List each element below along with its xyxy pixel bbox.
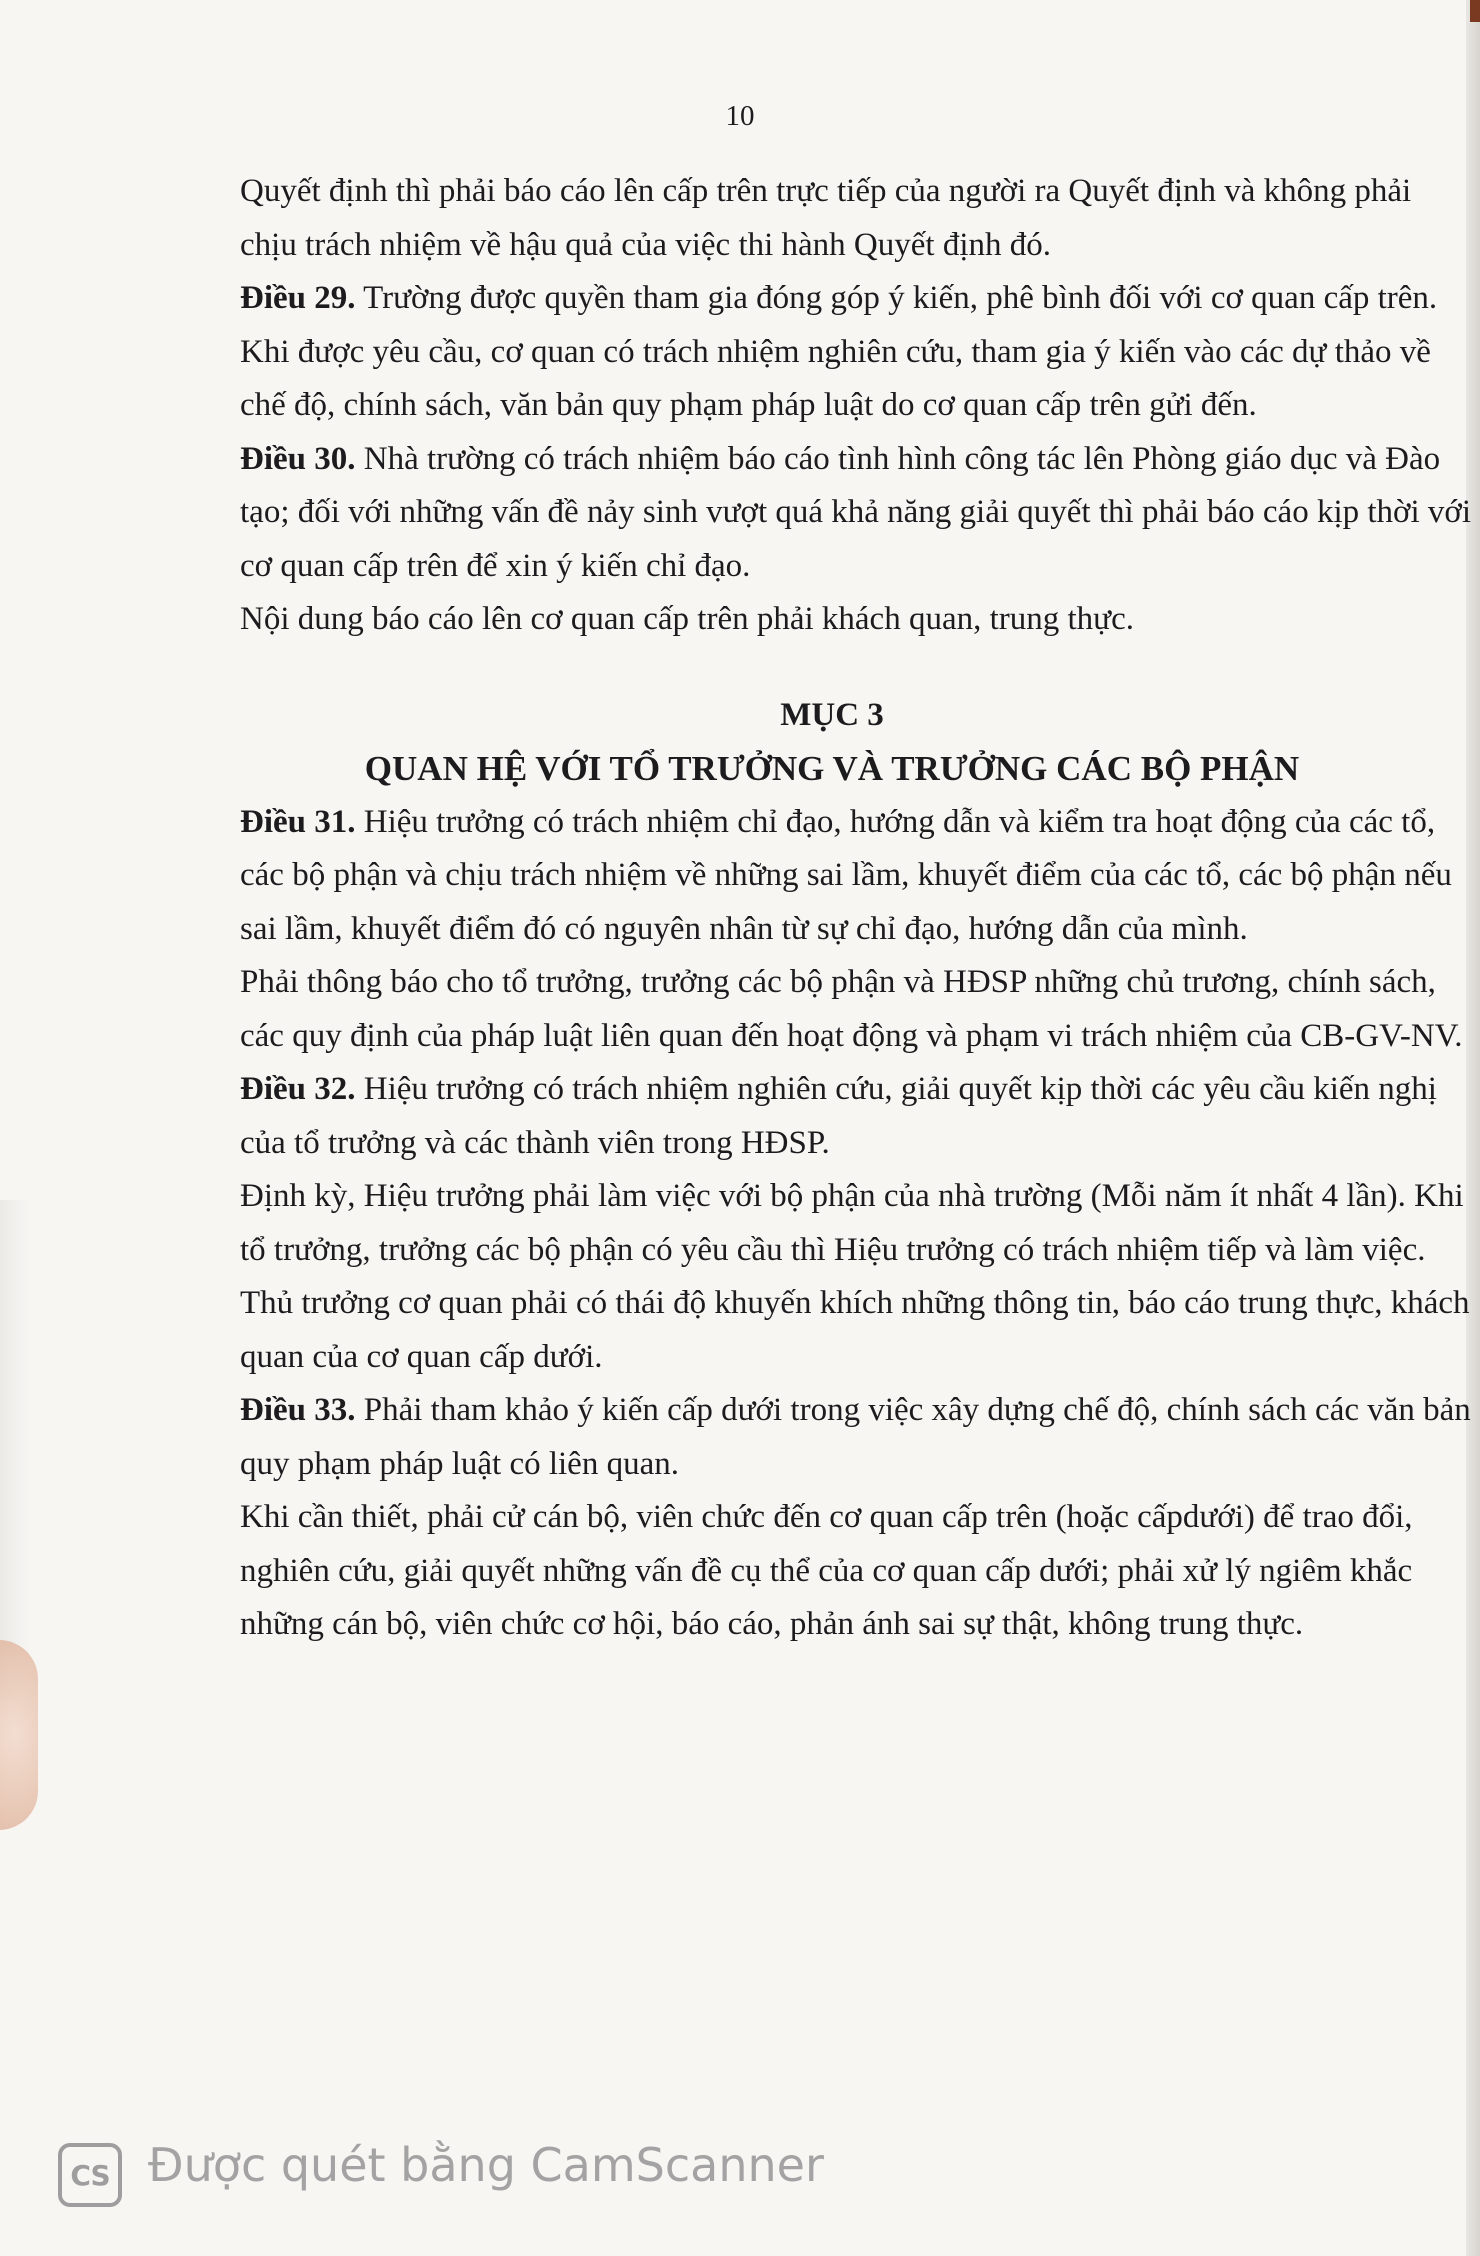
article-29: Điều 29. Trường được quyền tham gia đóng góp ý kiến, phê bình đối với cơ quan cấp trên. [240, 280, 1438, 316]
paragraph: Quyết định thì phải báo cáo lên cấp trên trực tiếp của người ra Quyết định và không phải chịu trách nhiệm về hậu quả của việc thi hành Quyết định đó. [240, 173, 1412, 263]
article-label: Điều 31. [240, 803, 356, 840]
camscanner-watermark: Được quét bằng CamScanner [148, 2138, 824, 2192]
paragraph: Nội dung báo cáo lên cơ quan cấp trên phải khách quan, trung thực. [240, 601, 1134, 637]
paragraph: Phải thông báo cho tổ trưởng, trưởng các bộ phận và HĐSP những chủ trương, chính sách, các quy định của pháp luật liên quan đến hoạt động và phạm vi trách nhiệm của CB-GV-NV. [240, 964, 1463, 1054]
camscanner-logo: CS [58, 2143, 122, 2207]
paragraph: Khi được yêu cầu, cơ quan có trách nhiệm nghiên cứu, tham gia ý kiến vào các dự thảo về chế độ, chính sách, văn bản quy phạm pháp luật do cơ quan cấp trên gửi đến. [240, 333, 1431, 423]
article-label: Điều 30. [240, 440, 356, 477]
corner-mark [1470, 0, 1480, 22]
article-label: Điều 32. [240, 1071, 356, 1107]
section-heading: MỤC 3 [780, 696, 884, 733]
paragraph: Định kỳ, Hiệu trưởng phải làm việc với bộ phận của nhà trường (Mỗi năm ít nhất 4 lần). Khi tổ trưởng, trưởng các bộ phận có yêu cầu thì Hiệu trưởng có trách nhiệm tiếp và làm việc. [240, 1178, 1464, 1268]
article-31: Điều 31. Hiệu trưởng có trách nhiệm chỉ đạo, hướng dẫn và kiểm tra hoạt động của các tổ, các bộ phận và chịu trách nhiệm về những sai lầm, khuyết điểm của các tổ, các bộ phận nếu sai lầm, khuyết điểm đó có nguyên nhân từ sự chỉ đạo, hướng dẫn của mình. [240, 803, 1452, 947]
page-number: 10 [725, 100, 755, 132]
page-shadow [0, 1200, 30, 1700]
section-title: QUAN HỆ VỚI TỔ TRƯỞNG VÀ TRƯỞNG CÁC BỘ PHẬN [364, 749, 1300, 788]
article-33: Điều 33. Phải tham khảo ý kiến cấp dưới trong việc xây dựng chế độ, chính sách các văn bản quy phạm pháp luật có liên quan. [240, 1392, 1471, 1482]
article-label: Điều 29. [240, 280, 356, 316]
document-body [240, 165, 1472, 1652]
paragraph: Thủ trưởng cơ quan phải có thái độ khuyến khích những thông tin, báo cáo trung thực, khách quan của cơ quan cấp dưới. [240, 1285, 1470, 1375]
paragraph: Khi cần thiết, phải cử cán bộ, viên chức đến cơ quan cấp trên (hoặc cấpdưới) để trao đổi, nghiên cứu, giải quyết những vấn đề cụ thể của cơ quan cấp dưới; phải xử lý ngiêm khắc những cán bộ, viên chức cơ hội, báo cáo, phản ánh sai sự thật, không trung thực. [240, 1499, 1413, 1642]
article-label: Điều 33. [240, 1392, 356, 1428]
article-30: Điều 30. Nhà trường có trách nhiệm báo cáo tình hình công tác lên Phòng giáo dục và Đào tạo; đối với những vấn đề nảy sinh vượt quá khả năng giải quyết thì phải báo cáo kịp thời với cơ quan cấp trên để xin ý kiến chỉ đạo. [240, 440, 1472, 584]
finger-holding-page [0, 1640, 38, 1830]
article-32: Điều 32. Hiệu trưởng có trách nhiệm nghiên cứu, giải quyết kịp thời các yêu cầu kiến nghị của tổ trưởng và các thành viên trong HĐSP. [240, 1071, 1437, 1161]
